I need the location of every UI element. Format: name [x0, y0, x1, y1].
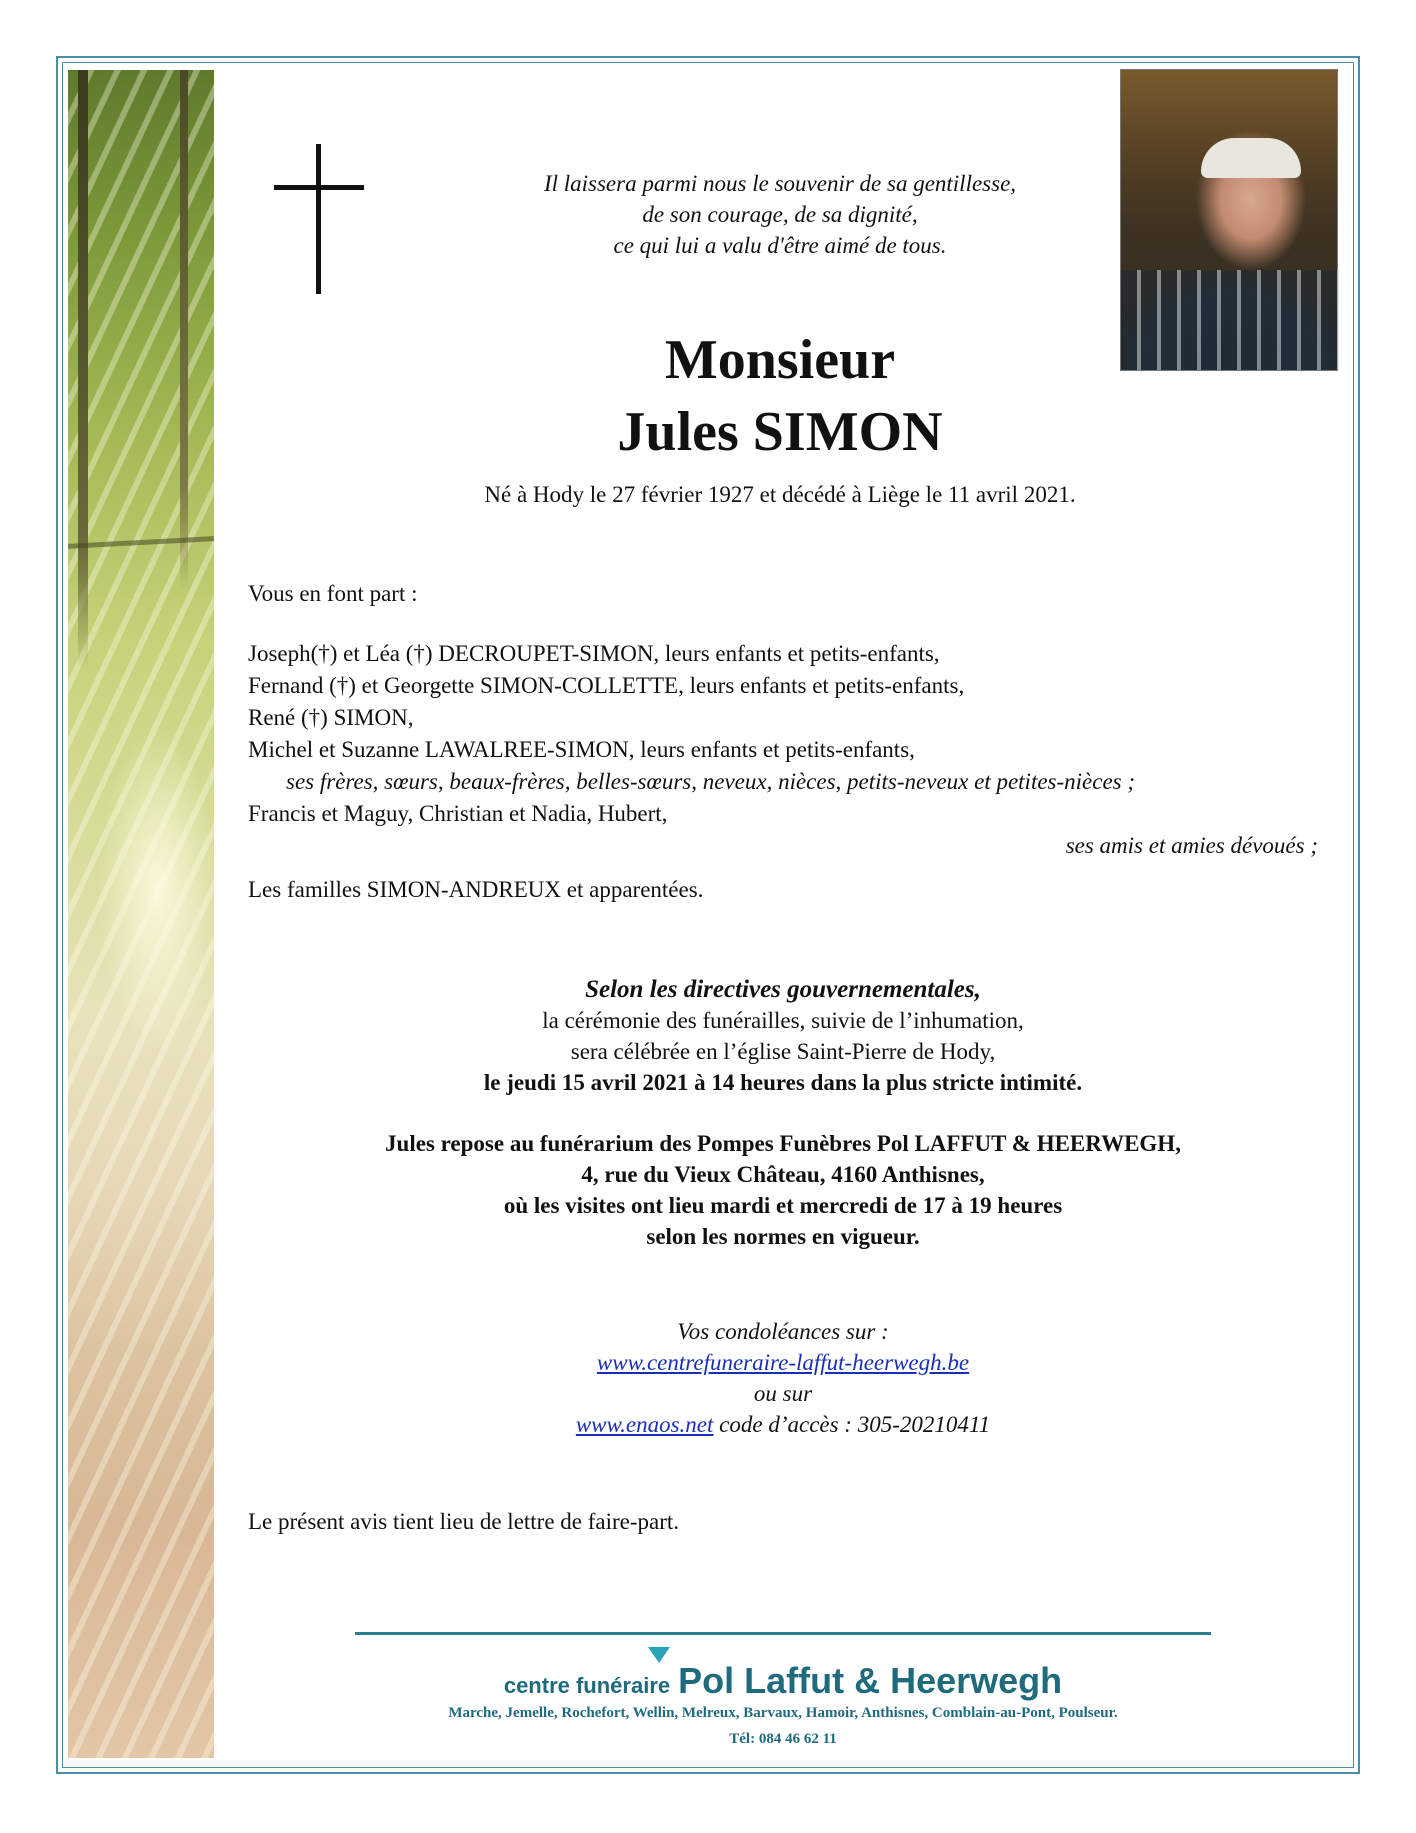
ceremony-heading: Selon les directives gouvernementales,: [585, 976, 981, 1003]
tree-trunk-right: [180, 70, 188, 590]
quote-line: de son courage, de sa dignité,: [642, 202, 918, 227]
friends-names: Francis et Maguy, Christian et Nadia, Hubert,: [248, 801, 668, 826]
friends-line: ses amis et amies dévoués ;: [1065, 833, 1318, 858]
announcement-intro: [248, 578, 1318, 610]
logo-name: Pol Laffut & Heerwegh: [678, 1660, 1063, 1701]
families-line: Les familles SIMON-ANDREUX et apparentées.: [248, 877, 704, 902]
family-line: Michel et Suzanne LAWALREE-SIMON, leurs enfants et petits-enfants,: [248, 737, 915, 762]
ceremony-block: [248, 974, 1318, 1098]
family-line: Joseph(†) et Léa (†) DECROUPET-SIMON, leurs enfants et petits-enfants,: [248, 641, 940, 666]
tree-trunk-left: [78, 70, 88, 670]
intro-text: Vous en font part :: [248, 581, 418, 606]
family-list: [248, 638, 1318, 862]
condolences-or: ou sur: [753, 1381, 813, 1406]
ceremony-line: la cérémonie des funérailles, suivie de l’inhumation,: [542, 1008, 1024, 1033]
family-line: Fernand (†) et Georgette SIMON-COLLETTE, leurs enfants et petits-enfants,: [248, 673, 965, 698]
deceased-name: Jules SIMON: [617, 401, 943, 463]
memorial-quote: [440, 168, 1120, 261]
quote-line: ce qui lui a valu d'être aimé de tous.: [613, 233, 947, 258]
ceremony-date: le jeudi 15 avril 2021 à 14 heures dans la plus stricte intimité.: [483, 1070, 1083, 1095]
portrait-photo: [1120, 69, 1338, 371]
logo-subtitle: centre funéraire: [503, 1673, 671, 1698]
condolences-link-enaos[interactable]: www.enaos.net: [575, 1412, 714, 1437]
forest-path-image: [68, 70, 214, 1758]
footer-phone: Tél: 084 46 62 11: [729, 1731, 837, 1747]
footer-divider: [355, 1632, 1211, 1635]
funerarium-block: [248, 1128, 1318, 1252]
rest-line: Jules repose au funérarium des Pompes Funèbres Pol LAFFUT & HEERWEGH,: [385, 1131, 1181, 1156]
access-code: code d’accès : 305-20210411: [713, 1412, 991, 1437]
closing-text: Le présent avis tient lieu de lettre de faire-part.: [248, 1509, 680, 1534]
rest-address: 4, rue du Vieux Château, 4160 Anthisnes,: [581, 1162, 985, 1187]
closing-block: [248, 1506, 1318, 1538]
birth-death-text: Né à Hody le 27 février 1927 et décédé à Liège le 11 avril 2021.: [484, 482, 1076, 507]
condolences-block: [248, 1316, 1318, 1440]
condolences-link-laffut[interactable]: www.centrefuneraire-laffut-heerwegh.be: [596, 1350, 970, 1375]
footer-locations: Marche, Jemelle, Rochefort, Wellin, Melreux, Barvaux, Hamoir, Anthisnes, Comblain-au-Pont, Poulseur.: [448, 1705, 1118, 1721]
funeral-home-logo: [355, 1660, 1211, 1702]
siblings-line: ses frères, sœurs, beaux-frères, belles-sœurs, neveux, nièces, petits-neveux et petites-nièces ;: [286, 769, 1136, 794]
rest-norms: selon les normes en vigueur.: [646, 1224, 920, 1249]
families-block: [248, 874, 1318, 906]
tree-branch: [68, 536, 214, 549]
title-salutation: Monsieur: [664, 329, 896, 391]
cross-icon: [274, 144, 364, 294]
rest-visits: où les visites ont lieu mardi et mercredi de 17 à 19 heures: [503, 1193, 1063, 1218]
condolences-heading: Vos condoléances sur :: [677, 1319, 889, 1344]
family-line: René (†) SIMON,: [248, 705, 414, 730]
quote-line: Il laissera parmi nous le souvenir de sa gentillesse,: [543, 171, 1017, 196]
ceremony-line: sera célébrée en l’église Saint-Pierre de Hody,: [570, 1039, 996, 1064]
